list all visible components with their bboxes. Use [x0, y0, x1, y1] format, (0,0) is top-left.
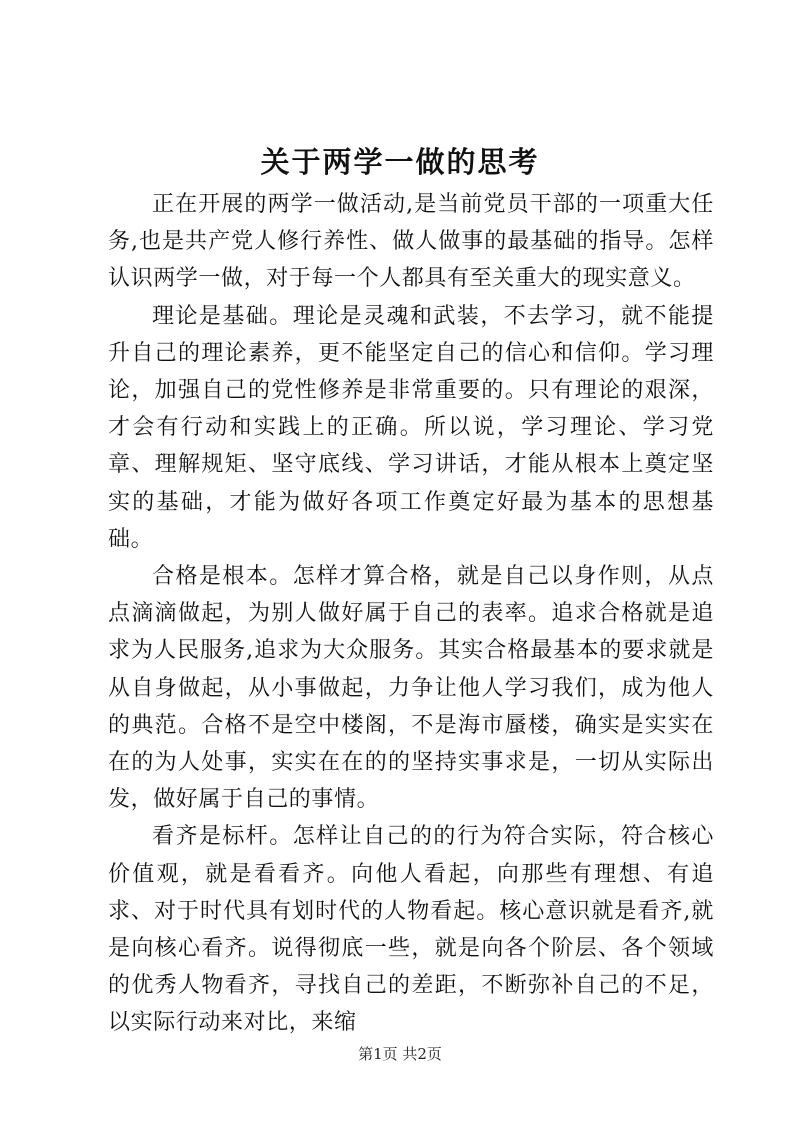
document-title: 关于两学一做的思考	[260, 145, 540, 179]
paragraph-qualified: 合格是根本。怎样才算合格，就是自己以身作则，从点点滴滴做起，为别人做好属于自己的表率。追求合格就是追求为人民服务,追求为大众服务。其实合格最基本的要求就是从自身做起，从小事做起，力争让他人学习我们，成为他人的典范。合格不是空中楼阁，不是海市蜃楼，确实是实实在在的为人处事，实实在在的的坚持实事求是，一切从实际出发，做好属于自己的事情。	[108, 564, 714, 813]
document-body	[108, 186, 714, 1042]
paragraph-intro: 正在开展的两学一做活动,是当前党员干部的一项重大任务,也是共产党人修行养性、做人做事的最基础的指导。怎样认识两学一做，对于每一个人都具有至关重大的现实意义。	[108, 192, 714, 292]
page-number-footer: 第1页 共2页	[358, 1045, 442, 1063]
paragraph-theory: 理论是基础。理论是灵魂和武装，不去学习，就不能提升自己的理论素养，更不能坚定自己的信心和信仰。学习理论，加强自己的党性修养是非常重要的。只有理论的艰深，才会有行动和实践上的正确。所以说，学习理论、学习党章、理解规矩、坚守底线、学习讲话，才能从根本上奠定坚实的基础，才能为做好各项工作奠定好最为基本的思想基础。	[108, 303, 714, 552]
paragraph-benchmark: 看齐是标杆。怎样让自己的的行为符合实际，符合核心价值观，就是看看齐。向他人看起，向那些有理想、有追求、对于时代具有划时代的人物看起。核心意识就是看齐,就是向核心看齐。说得彻底一些，就是向各个阶层、各个领域的优秀人物看齐，寻找自己的差距，不断弥补自己的不足，以实际行动来对比，来缩	[108, 824, 714, 1036]
